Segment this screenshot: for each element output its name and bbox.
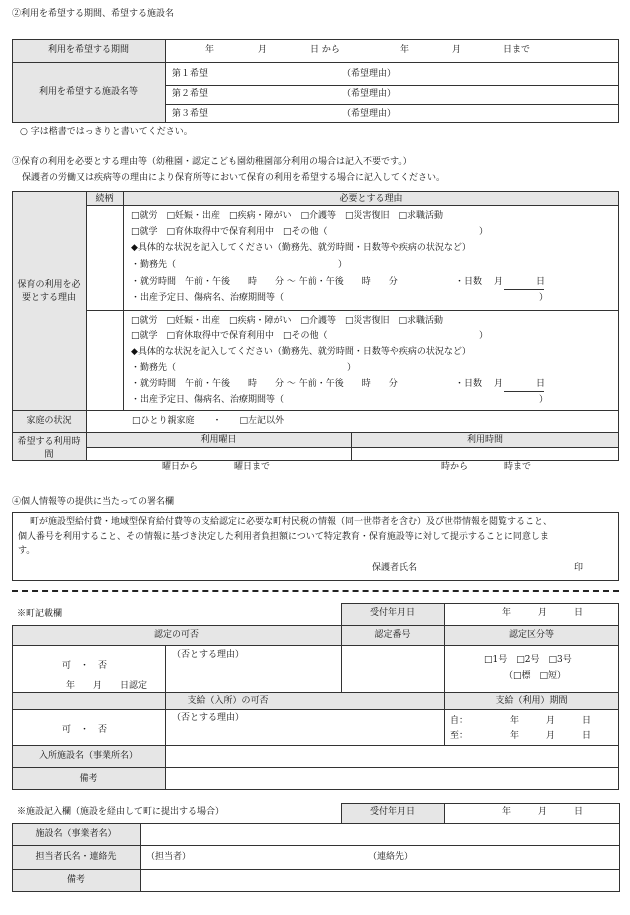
choice-1-reason: （希望理由） [342,69,397,79]
period-from-ymd: 年 月 日 [510,716,592,726]
facility-received-value: 年 月 日 [502,807,584,817]
family-label: 家庭の状況 [26,416,72,426]
reason1-checks-line2: □就学 □育休取得中で保育利用中 □その他（ [131,227,328,237]
reason2-detail: ◆具体的な状況を記入してください（勤務先、就労時間・日数等や疾病の状況など） [131,347,471,357]
cert-class-header: 認定区分等 [508,630,554,640]
facility-remarks-label: 備考 [66,875,85,885]
section2-heading: ②利用を希望する期間、希望する施設名 [12,9,175,19]
facility-name-field-label: 施設名（事業者名） [35,829,117,839]
choice-3: 第３希望 [172,109,209,119]
choice-1: 第１希望 [172,69,209,79]
cut-line [12,590,619,592]
town-title: ※町記載欄 [17,609,63,619]
reason1-detail: ◆具体的な状況を記入してください（勤務先、就労時間・日数等や疾病の状況など） [131,243,471,253]
section3-subheading: 保護者の労働又は疾病等の理由により保育所等において保育の利用を希望する場合に記入してください。 [22,173,446,183]
choice-3-reason: （希望理由） [342,109,397,119]
person-label: 担当者氏名・連絡先 [35,852,117,862]
reason1-workplace: ・勤務先（ [131,260,177,270]
person-value: （担当者） [146,852,192,862]
period-label: 利用を希望する期間 [47,45,129,55]
facility-name-label: 入所施設名（事業所名） [38,751,138,761]
reason-header: 必要とする理由 [339,194,403,204]
period-year-end: 年 [400,45,410,55]
period-from-label: 自： [450,716,469,726]
reason2-checks-line1: □就労 □妊娠・出産 □疾病・障がい □介護等 □災害復旧 □求職活動 [131,316,444,326]
pay-yesno: 可 ・ 否 [62,725,108,735]
use-time-header: 利用時間 [466,435,503,445]
period-year: 年 [205,45,215,55]
period-to-ymd: 年 月 日 [510,731,592,741]
guardian-name-label: 保護者氏名 [372,563,418,573]
family-value: □ひとり親家庭 ・ □左記以外 [132,416,285,426]
section4-heading: ④個人情報等の提供に当たっての署名欄 [12,497,175,507]
contact-value: （連絡先） [368,852,414,862]
reason2-workplace: ・勤務先（ [131,363,177,373]
section2-note: ○ 字は楷書ではっきりと書いてください。 [20,127,193,137]
cert-no-header: 認定番号 [374,630,411,640]
facility-section-title: ※施設記入欄（施設を経由して町に提出する場合） [17,807,225,817]
cert-date: 年 月 日認定 [66,681,148,691]
reason1-hours: ・就労時間 午前・午後 時 分 ～ 午前・午後 時 分 [131,277,398,287]
facility-label: 利用を希望する施設名等 [38,87,138,97]
seal-mark: 印 [574,563,584,573]
relation-header: 続柄 [95,194,114,204]
period-header: 支給（利用）期間 [495,696,568,706]
reason2-days: ・日数 [455,379,483,389]
use-day-value: 曜日から 曜日まで [162,462,271,472]
consent-line1: 町が施設型給付費・地域型保育給付費等の支給認定に必要な町村民税の情報（同一世帯者を含む）及び世帯情報を閲覧すること、 [30,517,553,527]
reason1-checks-line1: □就労 □妊娠・出産 □疾病・障がい □介護等 □災害復旧 □求職活動 [131,211,444,221]
pay-header: 支給（入所）の可否 [187,696,269,706]
consent-line3: す。 [18,546,36,556]
choice-2-reason: （希望理由） [342,89,397,99]
reason1-days: ・日数 [455,277,483,287]
town-received-label: 受付年月日 [369,608,415,618]
period-month: 月 [258,45,268,55]
use-day-header: 利用曜日 [200,435,237,445]
hope-label: 希望する利用時間 [17,437,81,460]
cert-reason-no: （否とする理由） [172,650,245,660]
period-until: 日まで [503,45,531,55]
cert-class-line2: （□標 □短） [504,671,567,681]
period-to-label: 至： [450,731,469,741]
use-time-value: 時から 時まで [441,462,532,472]
town-remarks-label: 備考 [79,774,98,784]
cert-yesno: 可 ・ 否 [62,661,108,671]
reason-row-label: 保育の利用を必要とする理由 [17,280,81,303]
cert-header: 認定の可否 [153,630,199,640]
cert-class-line1: □1号 □2号 □3号 [484,655,572,665]
reason2-checks-line2: □就学 □育休取得中で保育利用中 □その他（ [131,331,328,341]
town-received-value: 年 月 日 [502,608,584,618]
consent-line2: 個人番号を利用すること、その情報に基づき決定した利用者負担額について特定教育・保育施設等に対して提示することに同意しま [18,532,549,542]
pay-reason-no: （否とする理由） [172,713,245,723]
reason2-hours: ・就労時間 午前・午後 時 分 ～ 午前・午後 時 分 [131,379,398,389]
section3-heading: ③保育の利用を必要とする理由等（幼稚園・認定こども園幼稚園部分利用の場合は記入不要です。） [12,157,412,167]
period-month-end: 月 [452,45,462,55]
facility-received-label: 受付年月日 [369,807,415,817]
reason1-birth: ・出産予定日、傷病名、治療期間等（ [131,293,285,303]
choice-2: 第２希望 [172,89,209,99]
reason2-birth: ・出産予定日、傷病名、治療期間等（ [131,395,285,405]
period-from: 日 から [310,45,340,55]
